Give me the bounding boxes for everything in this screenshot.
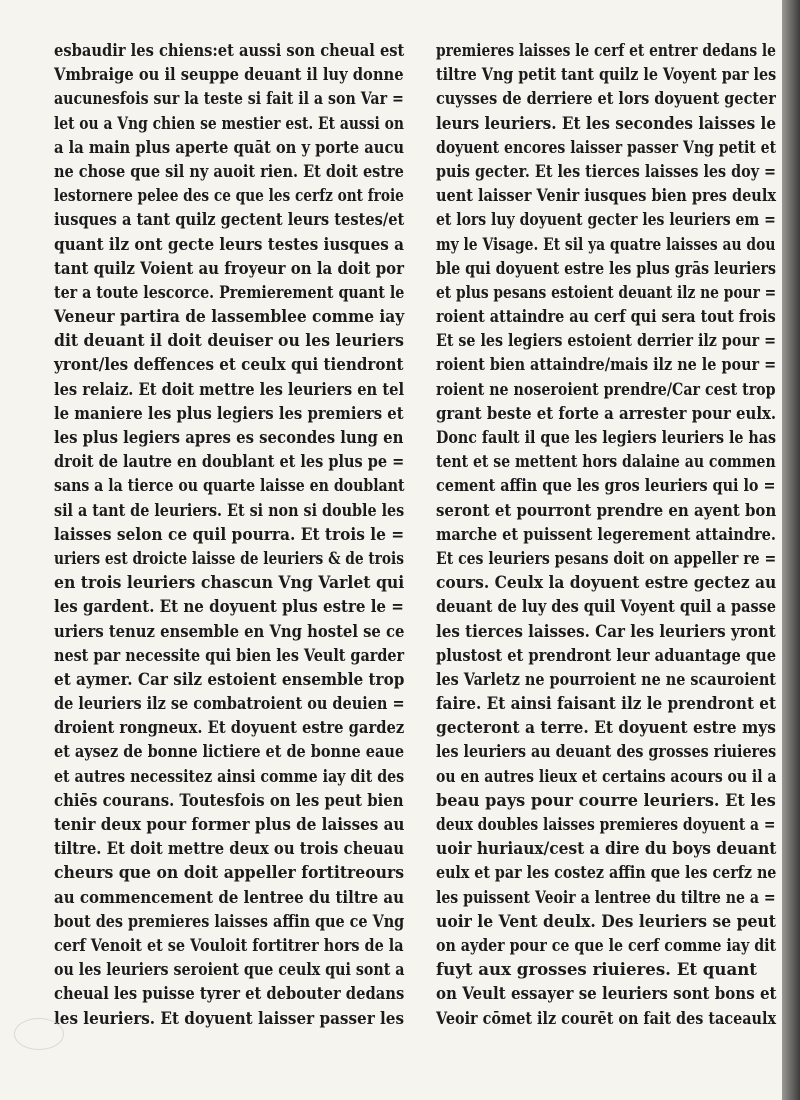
text-line: plustost et prendront leur aduantage que (436, 644, 777, 665)
text-line: bout des premieres laisses affin que ce Vng (54, 910, 405, 931)
text-line: faire. Et ainsi faisant ilz le prendront et (436, 693, 777, 714)
text-line: les tierces laisses. Car les leuriers yront (436, 620, 776, 641)
text-line: Donc fault il que les legiers leuriers le has (436, 427, 777, 447)
text-line: Vmbraige ou il seuppe deuant il luy donne (54, 64, 404, 85)
text-line: cerf Venoit et se Vouloit fortitrer hors de la (54, 934, 404, 955)
text-line: esbaudir les chiens:et aussi son cheual est (54, 40, 405, 60)
text-line: ou en autres lieux et certains acours ou il a (436, 765, 777, 786)
text-line: lestornere pelee des ce que les cerfz ont froie (54, 185, 404, 206)
text-line: et autres necessitez ainsi comme iay dit des (54, 765, 405, 786)
text-line: a la main plus aperte quāt on y porte aucu (54, 136, 405, 157)
text-line: uent laisser Venir iusques bien pres deulx (436, 185, 776, 206)
text-line: doyuent encores laisser passer Vng petit et (436, 136, 777, 157)
text-line: et lors luy doyuent gecter les leuriers em = (436, 209, 776, 230)
text-line: dit deuant il doit deuiser ou les leuriers (54, 330, 404, 351)
text-line: roient attaindre au cerf qui sera tout frois (436, 306, 776, 327)
text-line: aucunesfois sur la teste si fait il a son Var = (54, 88, 404, 109)
text-line: uoir huriaux/cest a dire du boys deuant (436, 838, 777, 859)
text-line: tent et se mettent hors dalaine au commen (436, 451, 776, 472)
text-line: on ayder pour ce que le cerf comme iay dit (436, 934, 777, 955)
text-line: ou les leuriers seroient que ceulx qui sont a (54, 959, 405, 980)
text-line: deux doubles laisses premieres doyuent a = (436, 814, 776, 834)
text-line: roient ne noseroient prendre/Car cest trop (436, 378, 776, 399)
text-line: droit de lautre en doublant et les plus pe = (54, 451, 405, 472)
text-line: uriers tenuz ensemble en Vng hostel se ce (54, 620, 405, 641)
text-line: tiltre. Et doit mettre deux ou trois cheuau (54, 838, 405, 859)
text-line: les relaiz. Et doit mettre les leuriers en tel (54, 378, 405, 399)
text-line: premieres laisses le cerf et entrer dedans le (436, 40, 776, 60)
text-line: grant beste et forte a arrester pour eulx. (436, 402, 777, 423)
text-line: les Varletz ne pourroient ne ne scauroient (436, 668, 776, 689)
text-line: chiēs courans. Toutesfois on les peut bien (54, 789, 404, 810)
text-line: cheurs que on doit appeller fortitreours (54, 862, 405, 883)
text-line: uoir le Vent deulx. Des leuriers se peut (436, 910, 776, 931)
text-line: nest par necessite qui bien les Veult garder (54, 644, 405, 665)
text-line: droient rongneux. Et doyuent estre gardez (54, 717, 405, 738)
text-line: et plus pesans estoient deuant ilz ne pour = (436, 281, 777, 302)
right-text-column (436, 38, 776, 1030)
text-line: quant ilz ont gecte leurs testes iusques a (54, 233, 404, 254)
text-line: les leuriers. Et doyuent laisser passer les (54, 1007, 405, 1028)
text-line: tiltre Vng petit tant quilz le Voyent par les (436, 64, 777, 85)
text-line: gecteront a terre. Et doyuent estre mys (436, 717, 776, 738)
text-line: laisses selon ce quil pourra. Et trois le = (54, 523, 405, 544)
text-line: au commencement de lentree du tiltre au (54, 886, 405, 907)
text-line: Et ces leuriers pesans doit on appeller re = (436, 547, 777, 568)
text-line: tenir deux pour former plus de laisses au (54, 814, 405, 834)
text-line: sil a tant de leuriers. Et si non si double les (54, 499, 405, 520)
text-line: ne chose que sil ny auoit rien. Et doit estre (54, 160, 404, 181)
text-line: puis gecter. Et les tierces laisses les doy = (436, 160, 777, 181)
text-line: eulx et par les costez affin que les cerfz ne (436, 862, 777, 883)
text-line: marche et puissent legerement attaindre. (436, 523, 776, 544)
text-line: yront/les deffences et ceulx qui tiendront (54, 354, 404, 375)
text-line: seront et pourront prendre en ayent bon (436, 499, 777, 520)
text-line: deuant de luy des quil Voyent quil a passe (436, 596, 776, 617)
text-line: Veneur partira de lassemblee comme iay (54, 306, 405, 327)
text-line: roient bien attaindre/mais ilz ne le pour = (436, 354, 777, 375)
text-line: les gardent. Et ne doyuent plus estre le = (54, 596, 404, 617)
text-line: uriers est droicte laisse de leuriers & de trois (54, 547, 405, 568)
text-line: les leuriers au deuant des grosses riuieres (436, 741, 777, 762)
text-line: cement affin que les gros leuriers qui lo = (436, 475, 776, 496)
text-line: iusques a tant quilz gectent leurs testes/et (54, 209, 405, 230)
text-line: on Veult essayer se leuriers sont bons et (436, 983, 777, 1004)
text-line: les plus legiers apres es secondes lung en (54, 427, 404, 447)
text-line: beau pays pour courre leuriers. Et les (436, 789, 776, 810)
text-line: tant quilz Voient au froyeur on la doit por (54, 257, 405, 278)
text-line: en trois leuriers chascun Vng Varlet qui (54, 572, 405, 593)
page-smudge-mark (14, 1018, 64, 1050)
text-line: ter a toute lescorce. Premierement quant le (54, 281, 405, 302)
text-line: Veoir cōmet ilz courēt on fait des taceaulx (436, 1007, 777, 1028)
left-text-column (54, 38, 404, 1030)
text-line: de leuriers ilz se combatroient ou deuien = (54, 693, 405, 714)
text-line: let ou a Vng chien se mestier est. Et aussi on (54, 112, 404, 133)
text-line: sans a la tierce ou quarte laisse en doublant (54, 475, 405, 496)
text-line: Et se les legiers estoient derrier ilz pour = (436, 330, 777, 351)
text-line: cheual les puisse tyrer et debouter dedans (54, 983, 405, 1004)
text-line: fuyt aux grosses riuieres. Et quant (436, 959, 757, 980)
text-line: my le Visage. Et sil ya quatre laisses au dou (436, 233, 776, 254)
text-line: les puissent Veoir a lentree du tiltre ne a = (436, 886, 776, 907)
text-line: ble qui doyuent estre les plus grās leuriers (436, 257, 776, 278)
text-line: cuysses de derriere et lors doyuent gecter (436, 88, 776, 109)
text-line: cours. Ceulx la doyuent estre gectez au (436, 572, 777, 593)
book-gutter-edge (782, 0, 800, 1100)
text-line: leurs leuriers. Et les secondes laisses le (436, 112, 777, 133)
text-line: et aymer. Car silz estoient ensemble trop (54, 668, 405, 689)
text-line: et aysez de bonne lictiere et de bonne eaue (54, 741, 405, 762)
text-line: le maniere les plus legiers les premiers et (54, 402, 404, 423)
